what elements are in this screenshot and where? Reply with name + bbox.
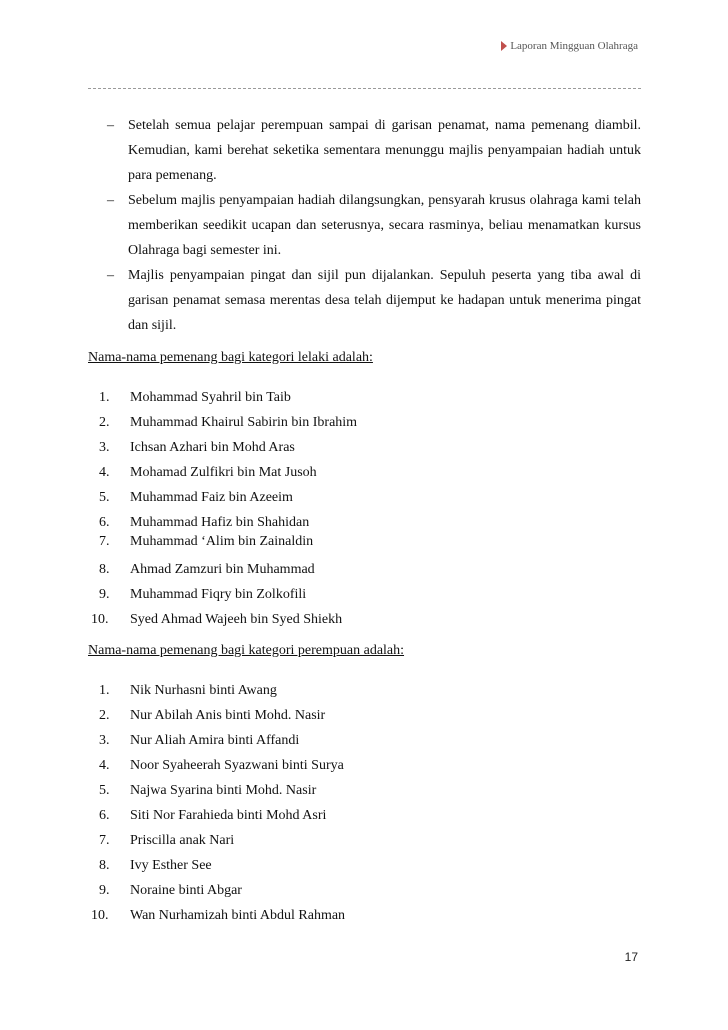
list-item: 1. Nik Nurhasni binti Awang bbox=[99, 683, 277, 698]
running-header bbox=[501, 40, 638, 52]
list-item: 10. Wan Nurhamizah binti Abdul Rahman bbox=[91, 908, 346, 923]
paragraph-item: – Sebelum majlis penyampaian hadiah dilangsungkan, pensyarah krusus olahraga kami telah memberikan seedikit ucapan dan seterusnya, secara rasminya, beliau menamatkan kursus Olahraga bagi semester ini. bbox=[107, 193, 641, 258]
list-item: 9. Noraine binti Abgar bbox=[99, 883, 242, 898]
page-body bbox=[88, 113, 641, 928]
list-item: 6. Siti Nor Farahieda binti Mohd Asri bbox=[99, 808, 327, 823]
list-item: 7. Priscilla anak Nari bbox=[99, 833, 235, 848]
list-item: 4. Mohamad Zulfikri bin Mat Jusoh bbox=[99, 465, 317, 480]
list-item: 1. Mohammad Syahril bin Taib bbox=[99, 390, 291, 405]
list-item: 2. Muhammad Khairul Sabirin bin Ibrahim bbox=[99, 415, 358, 430]
list-item: 2. Nur Abilah Anis binti Mohd. Nasir bbox=[99, 708, 326, 723]
paragraph-item: – Majlis penyampaian pingat dan sijil pun dijalankan. Sepuluh peserta yang tiba awal di garisan penamat semasa merentas desa telah dijemput ke hadapan untuk menerima pingat dan sijil. bbox=[107, 268, 641, 333]
list-item: 9. Muhammad Fiqry bin Zolkofili bbox=[99, 587, 307, 602]
triangle-bullet-icon bbox=[501, 41, 507, 51]
list-item: 5. Najwa Syarina binti Mohd. Nasir bbox=[99, 783, 317, 798]
header-divider bbox=[88, 88, 641, 89]
female-winners-list bbox=[88, 678, 641, 928]
list-item: 4. Noor Syaheerah Syazwani binti Surya bbox=[99, 758, 344, 773]
list-item: 3. Ichsan Azhari bin Mohd Aras bbox=[99, 440, 295, 455]
list-item: 7. Muhammad ‘Alim bin Zainaldin bbox=[99, 534, 314, 549]
list-item: 10. Syed Ahmad Wajeeh bin Syed Shiekh bbox=[91, 612, 343, 627]
paragraph-item: – Setelah semua pelajar perempuan sampai di garisan penamat, nama pemenang diambil. Kemudian, kami berehat seketika sementara menunggu majlis penyampaian hadiah untuk para pemenang. bbox=[107, 118, 641, 183]
paragraph-list bbox=[88, 113, 641, 338]
list-item: 5. Muhammad Faiz bin Azeeim bbox=[99, 490, 293, 505]
male-winners-heading: Nama-nama pemenang bagi kategori lelaki adalah: bbox=[88, 350, 373, 365]
list-item: 6. Muhammad Hafiz bin Shahidan bbox=[99, 515, 310, 530]
list-item: 8. Ahmad Zamzuri bin Muhammad bbox=[99, 562, 315, 577]
female-winners-heading: Nama-nama pemenang bagi kategori perempuan adalah: bbox=[88, 643, 405, 658]
list-item: 8. Ivy Esther See bbox=[99, 858, 212, 873]
page-number: 17 bbox=[624, 950, 638, 964]
list-item: 3. Nur Aliah Amira binti Affandi bbox=[99, 733, 300, 748]
header-title: Laporan Mingguan Olahraga bbox=[510, 40, 638, 52]
male-winners-list bbox=[88, 385, 641, 632]
